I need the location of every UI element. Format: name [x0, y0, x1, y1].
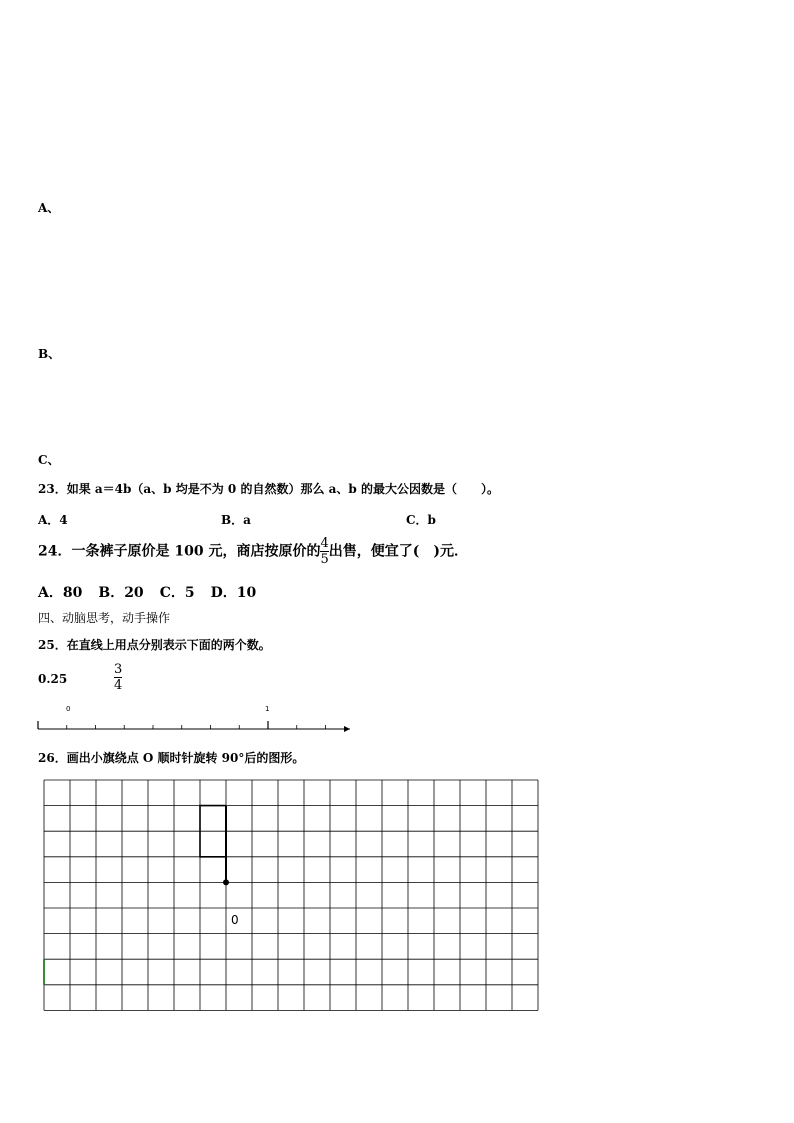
- question-24-choice-a: A．80: [38, 585, 83, 601]
- flag-figure: [200, 806, 229, 886]
- question-24-fraction: [320, 537, 328, 566]
- fraction-numerator: 4: [320, 536, 329, 551]
- number-line-label-zero: 0: [66, 705, 71, 713]
- number-line: [30, 700, 360, 740]
- option-a-label: A、: [38, 201, 60, 215]
- rotation-point-dot: [223, 879, 229, 885]
- fraction-numerator: 3: [114, 662, 123, 677]
- option-b-label: B、: [38, 347, 61, 361]
- question-24-choice-d: D．10: [210, 585, 257, 601]
- question-25-text: 25．在直线上用点分别表示下面的两个数。: [38, 638, 271, 652]
- question-26-text: 26．画出小旗绕点 O 顺时针旋转 90°后的图形。: [38, 751, 305, 765]
- question-24-choices: [38, 582, 256, 602]
- question-25-number-2: [114, 663, 122, 692]
- square-grid: [40, 776, 550, 1041]
- question-24-text-before: 24．一条裤子原价是 100 元，商店按原价的: [38, 543, 321, 560]
- question-24-text-after: 出售，便宜了( )元．: [328, 543, 468, 560]
- question-25-number-1: 0.25: [38, 672, 68, 686]
- fraction-denominator: 5: [320, 552, 329, 567]
- question-23-choice-a: A．4: [38, 513, 68, 527]
- option-c-label: C、: [38, 453, 60, 467]
- rotation-point-label: 0: [231, 913, 239, 927]
- fraction-denominator: 4: [114, 678, 123, 693]
- section-4-title: 四、动脑思考，动手操作: [38, 611, 171, 625]
- number-line-label-one: 1: [265, 705, 270, 713]
- question-24-choice-c: C．5: [159, 585, 195, 601]
- number-line-arrow: [344, 726, 350, 732]
- question-23-choice-c: C．b: [406, 513, 436, 527]
- question-23-text: 23．如果 a＝4b（a、b 均是不为 0 的自然数）那么 a、b 的最大公因数是（ ）。: [38, 482, 499, 496]
- question-24-choice-b: B．20: [98, 585, 144, 601]
- question-23-choice-b: B．a: [221, 513, 251, 527]
- question-24: [38, 537, 468, 566]
